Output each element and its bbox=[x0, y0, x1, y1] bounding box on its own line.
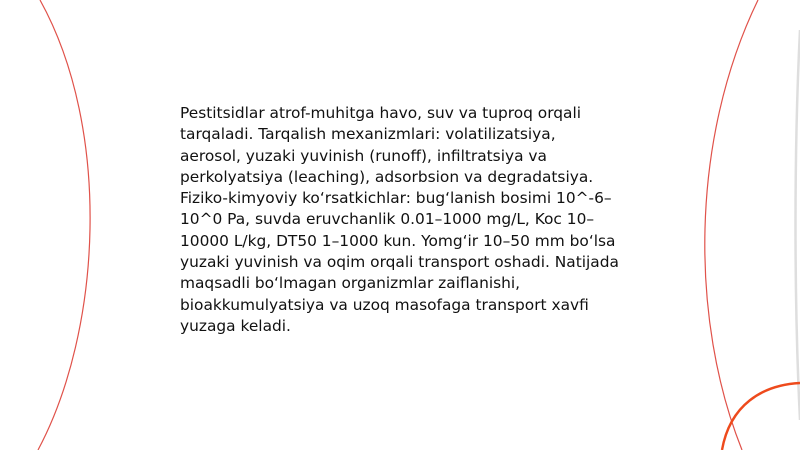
left-thin-arc bbox=[38, 0, 90, 450]
right-edge-shade bbox=[796, 30, 800, 420]
bottom-right-accent-arc bbox=[722, 383, 800, 450]
body-paragraph: Pestitsidlar atrof-muhitga havo, suv va tuproq orqali tarqaladi. Tarqalish mexanizmlari: volatilizatsiya, aerosol, yuzaki yuvinish (runoff), infiltratsiya va perkolyatsiya (leaching), adsorbsion va degradatsiya. Fiziko-kimyoviy ko‘rsatkichlar: bug‘lanish bosimi 10^-6–10^0 Pa, suvda eruvchanlik 0.01–1000 mg/L, Koc 10–10000 L/kg, DT50 1–1000 kun. Yomg‘ir 10–50 mm bo‘lsa yuzaki yuvinish va oqim orqali transport oshadi. Natijada maqsadli bo‘lmagan organizmlar zaiflanishi, bioakkumulyatsiya va uzoq masofaga transport xavfi yuzaga keladi. bbox=[180, 104, 619, 335]
right-thin-arc bbox=[705, 0, 758, 450]
